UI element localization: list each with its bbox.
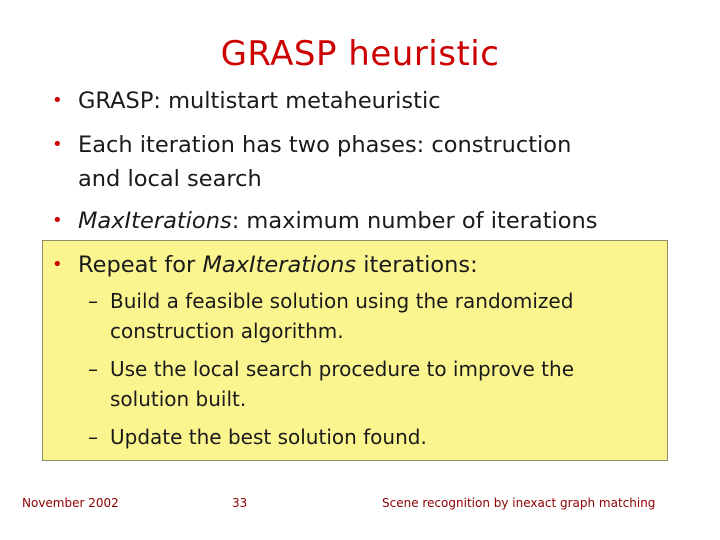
bullet-text-pre: Repeat for [78, 252, 203, 278]
bullet-text [78, 128, 571, 196]
dash-icon: – [88, 425, 98, 449]
footer-page-number: 33 [232, 496, 248, 510]
footer-caption: Scene recognition by inexact graph matching [382, 496, 656, 510]
bullet-text [78, 248, 478, 282]
bullet-text [78, 204, 598, 238]
sub-bullet-text-line: Use the local search procedure to improve the [110, 357, 574, 381]
footer-date: November 2002 [22, 496, 119, 510]
dash-icon: – [88, 289, 98, 313]
sub-bullet-text: Update the best solution found. [110, 425, 427, 449]
bullet-text-rest: : maximum number of iterations [231, 208, 598, 234]
slide-title: GRASP heuristic [220, 34, 500, 74]
dash-icon: – [88, 357, 98, 381]
sub-bullet-text-line: Build a feasible solution using the randomized [110, 289, 574, 313]
sub-bullet-text [110, 354, 574, 414]
sub-bullet-text-line: solution built. [110, 387, 247, 411]
bullet-text-line: Each iteration has two phases: construction [78, 132, 572, 158]
bullet-text: GRASP: multistart metaheuristic [78, 88, 441, 114]
bullet-text-italic: MaxIterations [78, 208, 232, 234]
bullet-text-line: and local search [78, 166, 262, 192]
bullet-icon: • [52, 210, 63, 231]
sub-bullet-text-line: construction algorithm. [110, 319, 344, 343]
bullet-icon: • [52, 90, 63, 111]
bullet-text-rest: iterations: [356, 252, 478, 278]
bullet-icon: • [52, 254, 63, 275]
bullet-text-italic: MaxIterations [202, 252, 357, 278]
sub-bullet-text [110, 286, 573, 346]
bullet-icon: • [52, 134, 63, 155]
